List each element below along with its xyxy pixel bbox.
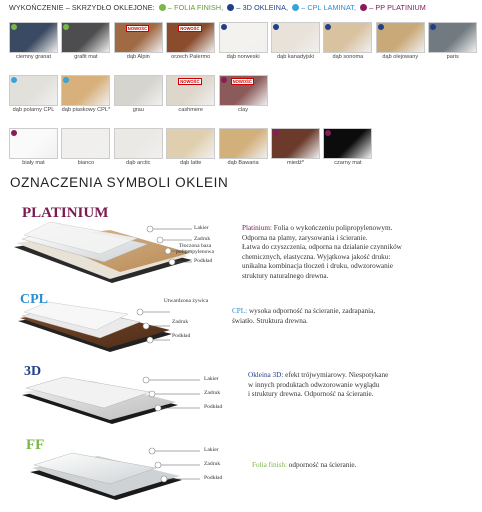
3d-layer-stack	[22, 377, 200, 424]
legend-item-cpl: – CPL LAMINAT,	[301, 3, 357, 12]
swatch-label: dąb arctic	[126, 160, 151, 166]
swatch-label: dąb Alpin	[126, 54, 150, 60]
3d-highlight: Okleina 3D:	[248, 371, 284, 379]
legend-item-folia-finish: – FOLIA FINISH,	[167, 3, 224, 12]
swatch-label: dąb kanadyjski	[276, 54, 314, 60]
swatch-label: biały mat	[22, 160, 45, 166]
swatch-label: dąb Bawaria	[227, 160, 259, 166]
new-badge: NOWOŚĆ	[180, 26, 200, 31]
swatch-label: paris	[446, 54, 459, 60]
swatch-label: dąb piaskowy CPL*	[61, 107, 111, 113]
desc-line: unikalna kombinacja tłoczeń i druku, odwzorowanie	[242, 262, 393, 271]
3d-description	[248, 371, 478, 400]
legend-item-platinium: – PP PLATINIUM	[369, 3, 426, 12]
desc-line: struktury naturalnego drewna.	[242, 271, 329, 280]
layer-label: Lakier	[204, 447, 219, 453]
swatch-label: ciemny granat	[15, 54, 52, 60]
section-heading: OZNACZENIA SYMBOLI OKLEIN	[10, 175, 229, 190]
desc-line: wysoka odporność na ścieranie, zadrapania,	[248, 307, 376, 315]
ff-description	[252, 461, 478, 471]
layer-label: Podkład	[194, 258, 213, 264]
swatch-label: clay	[238, 107, 249, 113]
layer-label: Podkład	[204, 475, 223, 481]
platinium-description	[242, 224, 480, 282]
layer-label: Podkład	[172, 333, 191, 339]
swatch-label: miedź*	[286, 160, 305, 166]
swatch-label: dąb sonoma	[332, 54, 364, 60]
cpl-highlight: CPL:	[232, 307, 248, 315]
cpl-title: CPL	[20, 292, 48, 307]
ff-title: FF	[26, 437, 45, 453]
desc-line: Folia o wykończeniu polipropylenowym.	[273, 224, 393, 232]
layer-label: Zadruk	[194, 236, 211, 242]
new-badge: NOWOŚĆ	[127, 26, 148, 31]
swatch-label: orzech Palermo	[171, 54, 211, 60]
layer-label: Lakier	[204, 376, 219, 382]
ff-layer-stack	[30, 448, 200, 500]
new-badge: NOWOŚĆ	[180, 79, 200, 84]
swatch-label: bianco	[77, 160, 95, 166]
platinium-layer-stack	[14, 222, 192, 283]
layer-label: Podkład	[204, 404, 223, 410]
layer-label: Zadruk	[204, 461, 221, 467]
layer-label: Lakier	[194, 225, 209, 231]
swatch-label: grafit mat	[74, 54, 98, 60]
swatch-label: dąb norweski	[226, 54, 260, 60]
legend-prefix: WYKOŃCZENIE – SKRZYDŁO OKLEJONE:	[9, 3, 155, 12]
platinium-title: PLATINIUM	[22, 205, 109, 221]
desc-line: światło. Struktura drewna.	[232, 316, 308, 325]
new-badge: NOWOŚĆ	[232, 79, 252, 84]
layer-label: Zadruk	[172, 319, 189, 325]
cpl-description	[232, 307, 472, 326]
legend-item-3d: – 3D OKLEINA,	[236, 3, 289, 12]
desc-line: Łatwa do czyszczenia, odporna na działanie czynników	[242, 243, 402, 252]
ff-highlight: Folia finish:	[252, 461, 287, 469]
swatch-label: grau	[132, 107, 144, 113]
swatch-label: dąb latte	[179, 160, 202, 166]
desc-line: chemicznych, elastyczna. Wyjątkowa jakość druku:	[242, 252, 391, 261]
swatch-label: cashmere	[178, 107, 203, 113]
layer-label: Zadruk	[204, 390, 221, 396]
desc-line: Odporna na plamy, zarysowania i ścieranie.	[242, 233, 368, 242]
swatch-label: dąb olejowany	[382, 54, 419, 60]
layer-label: Tłoczona baza polipropylenowa	[176, 243, 214, 256]
3d-title: 3D	[24, 364, 42, 379]
desc-line: w innych produktach odwzorowanie wyglądu	[248, 380, 380, 389]
desc-line: efekt trójwymiarowy. Niespotykane	[285, 371, 389, 379]
swatch-label: dąb polarny CPL	[12, 107, 55, 113]
layer-label: Utwardzona żywica	[163, 298, 209, 304]
cpl-layer-stack	[18, 302, 172, 352]
desc-line: i struktury drewna. Odporność na ścieranie.	[248, 390, 374, 399]
desc-line: odporność na ścieranie.	[288, 461, 357, 469]
swatch-label: czarny mat	[334, 160, 362, 166]
platinium-highlight: Platinium:	[242, 224, 272, 232]
